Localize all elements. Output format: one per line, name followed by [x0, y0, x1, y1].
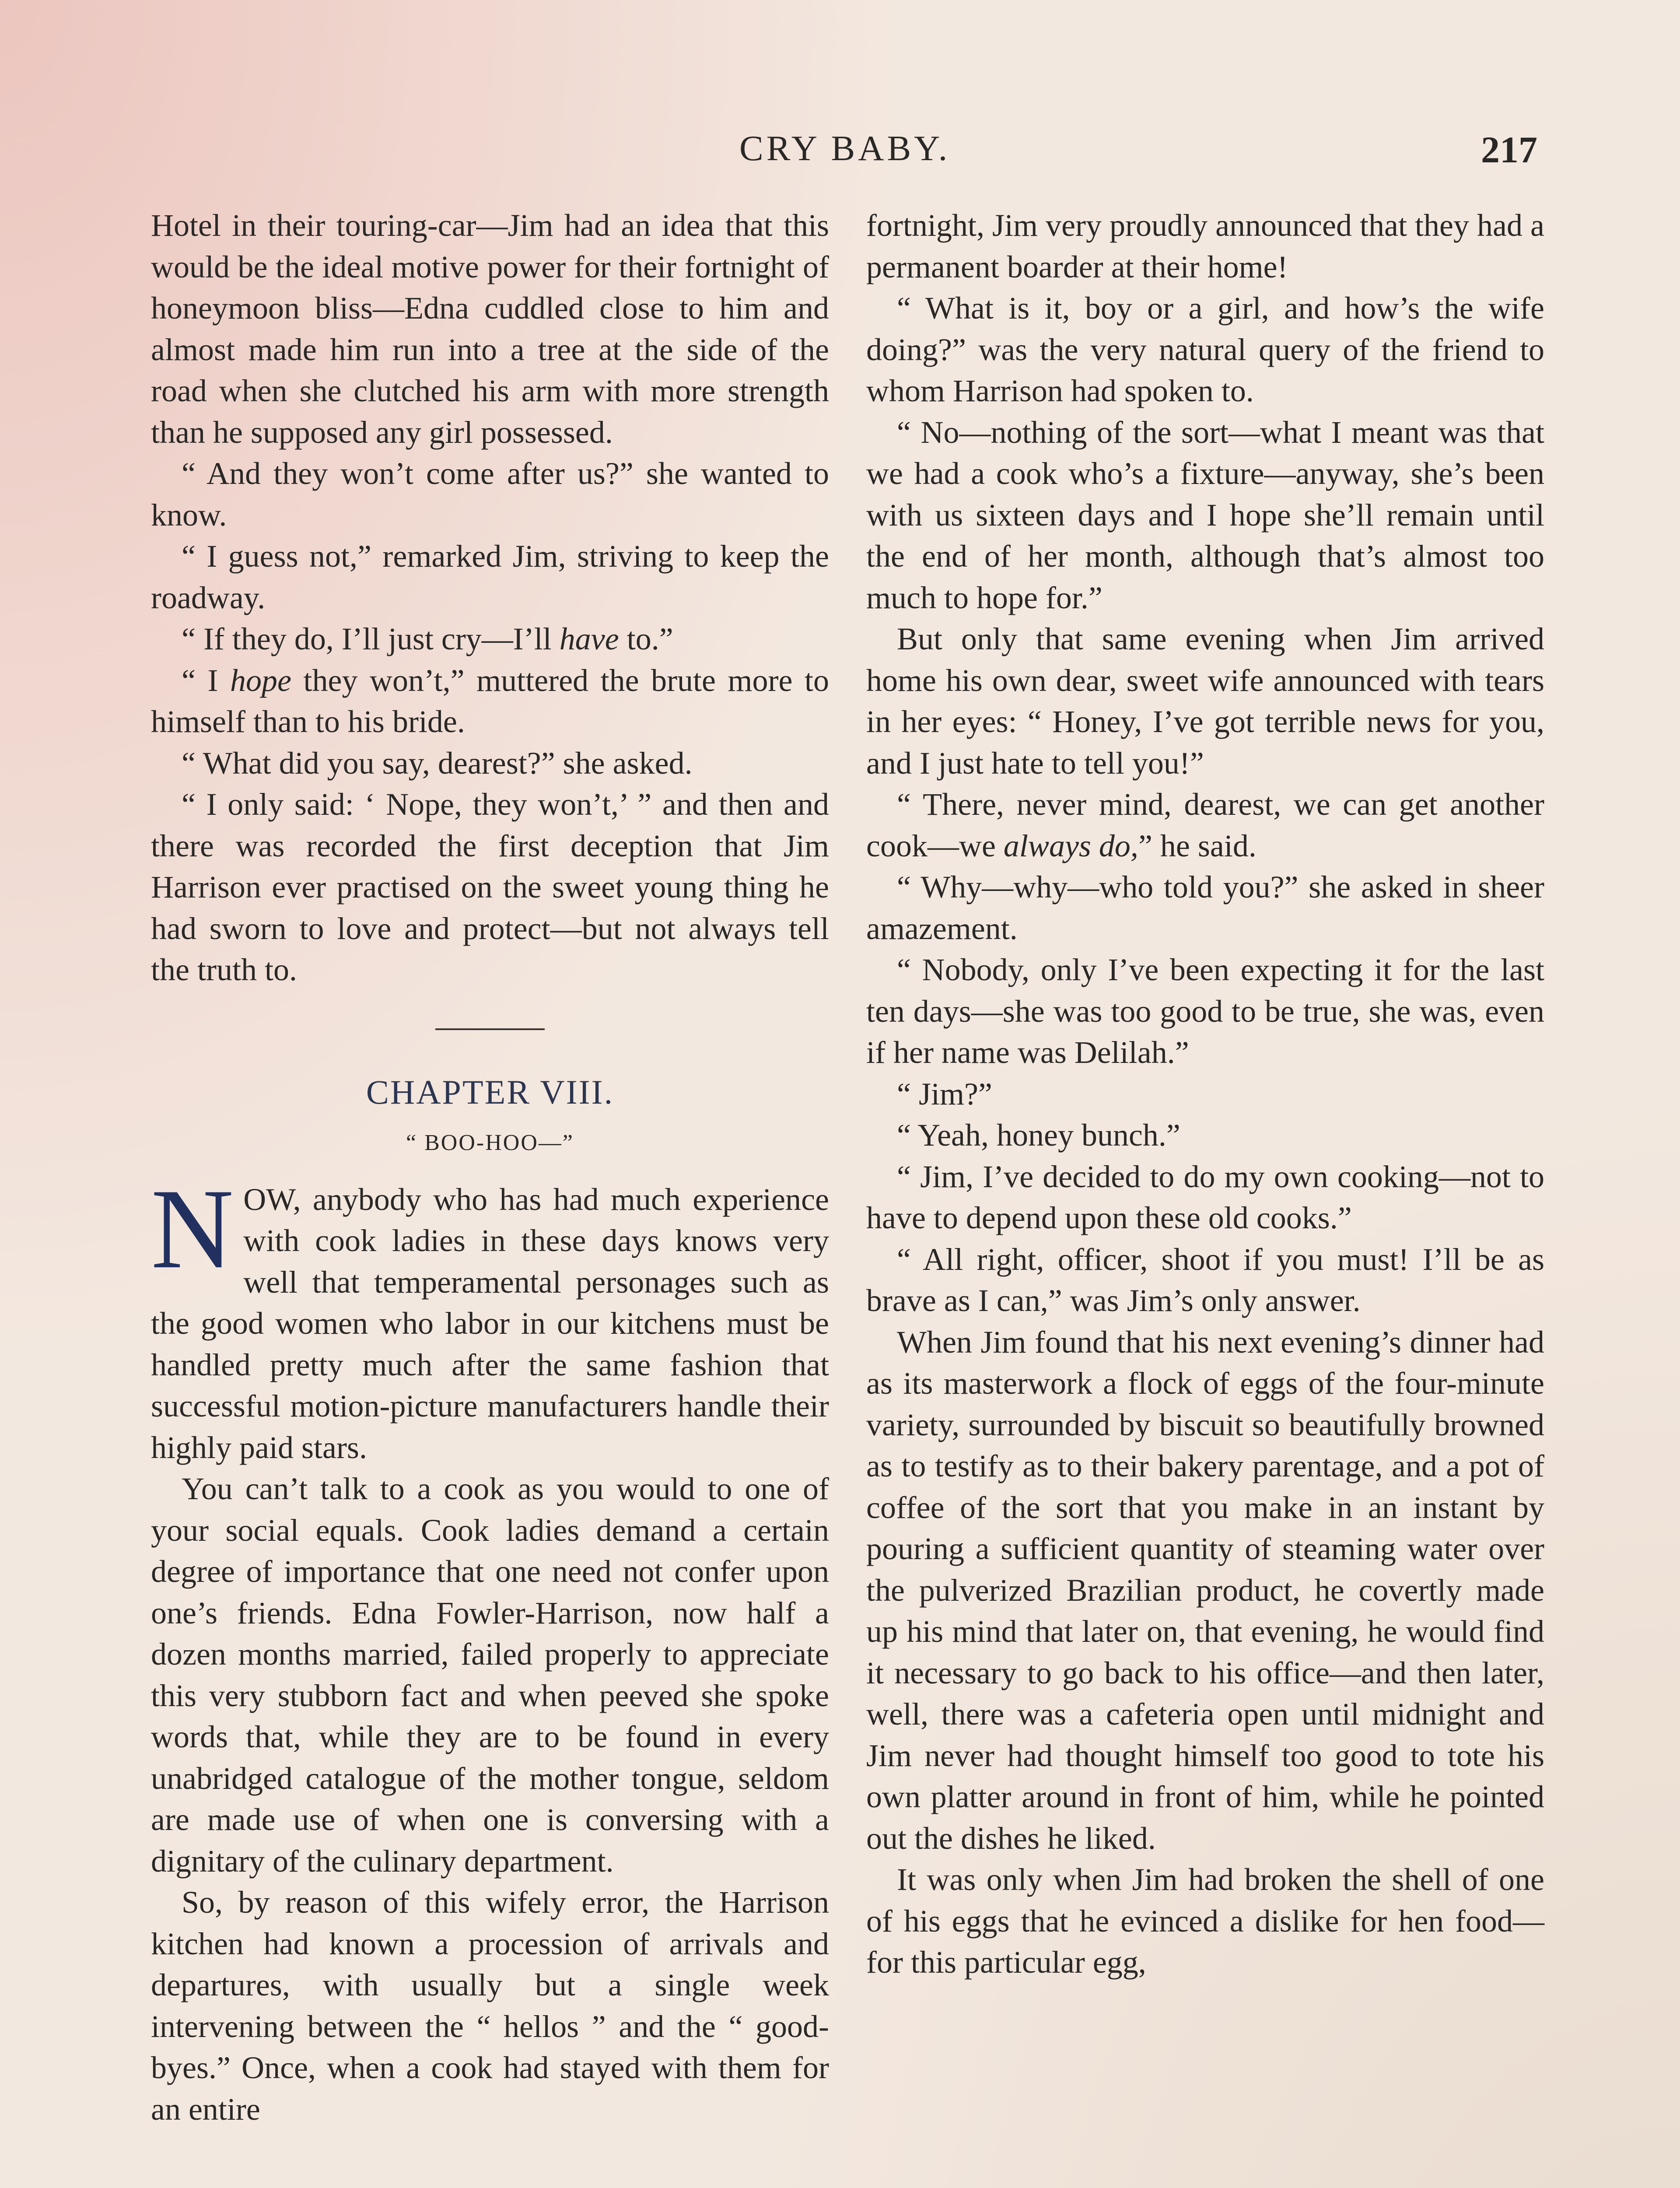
paragraph: “ What did you say, dearest?” she asked.: [182, 745, 693, 781]
paragraph: So, by reason of this wifely error, the Harrison kitchen had known a procession of arrivals and departures, with usually but a single week intervening between the “ hellos ” and the “ good-byes.” Once, when a cook had stayed with them for an entire: [151, 1885, 829, 2127]
paragraph: “ Jim, I’ve decided to do my own cooking—not to have to depend upon these old cooks.”: [866, 1159, 1544, 1235]
paragraph: When Jim found that his next evening’s dinner had as its masterwork a flock of eggs of the four-minute variety, surrounded by biscuit so beautifully browned as to testify as to their bakery parentage, and a pot of coffee of the sort that you make in an instant by pouring a sufficient quantity of steaming water over the pulverized Brazilian product, he covertly made up his mind that later on, that evening, he would find it necessary to go back to his office—and then later, well, there was a cafeteria open until midnight and Jim never had thought himself too good to tote his own platter around in front of him, while he pointed out the dishes he liked.: [866, 1324, 1544, 1856]
paragraph: “ I guess not,” remarked Jim, striving to keep the roadway.: [151, 539, 829, 615]
paragraph: “ Why—why—who told you?” she asked in sheer amazement.: [866, 870, 1544, 946]
section-divider: [435, 1028, 545, 1030]
paragraph: But only that same evening when Jim arrived home his own dear, sweet wife announced with tears in her eyes: “ Honey, I’ve got terrible news for you, and I just hate to tell you!”: [866, 621, 1544, 781]
page-number: 217: [1481, 129, 1537, 171]
paragraph: OW, anybody who has had much experience with cook ladies in these days knows very well that temperamental personages such as the good women who labor in our kitchens must be handled pretty much after the same fashion that successful motion-picture manufacturers handle their highly paid stars.: [151, 1182, 829, 1465]
paragraph: “ All right, officer, shoot if you must! I’ll be as brave as I can,” was Jim’s only answer.: [866, 1241, 1544, 1318]
paragraph: “ I only said: ‘ Nope, they won’t,’ ” and then and there was recorded the first deception that Jim Harrison ever practised on the sweet young thing he had sworn to love and protect—but not always tell the truth to.: [151, 787, 829, 987]
running-title: CRY BABY.: [739, 128, 951, 168]
paragraph: “ What is it, boy or a girl, and how’s the wife doing?” was the very natural query of the friend to whom Harrison had spoken to.: [866, 291, 1544, 408]
paragraph: “ And they won’t come after us?” she wanted to know.: [151, 456, 829, 533]
paragraph: “ Jim?”: [897, 1076, 992, 1112]
paragraph: “ Nobody, only I’ve been expecting it for the last ten days—she was too good to be true, she was, even if her name was Delilah.”: [866, 952, 1544, 1070]
chapter-subtitle: “ BOO-HOO—”: [406, 1130, 574, 1155]
paragraph: “ I hope they won’t,” muttered the brute more to himself than to his bride.: [151, 663, 829, 739]
paragraph: It was only when Jim had broken the shell of one of his eggs that he evinced a dislike for hen food—for this particular egg,: [866, 1862, 1544, 1980]
paragraph: “ No—nothing of the sort—what I meant was that we had a cook who’s a fixture—anyway, she’s been with us sixteen days and I hope she’ll remain until the end of her month, although that’s almost too much to hope for.”: [866, 414, 1544, 615]
chapter-heading: CHAPTER VIII.: [366, 1073, 614, 1111]
paragraph: “ If they do, I’ll just cry—I’ll have to.”: [182, 621, 673, 656]
emphasis: have: [559, 621, 619, 656]
emphasis: hope: [230, 663, 291, 698]
left-column: [151, 205, 829, 2130]
chapter-opening: [151, 1165, 829, 1469]
paragraph: fortnight, Jim very proudly announced that they had a permanent boarder at their home!: [866, 208, 1544, 284]
paragraph: “ There, never mind, dearest, we can get another cook—we always do,” he said.: [866, 787, 1544, 863]
drop-cap: N: [151, 1165, 234, 1292]
paragraph: Hotel in their touring-car—Jim had an idea that this would be the ideal motive power for their fortnight of honeymoon bliss—Edna cuddled close to him and almost made him run into a tree at the side of the road when she clutched his arm with more strength than he supposed any girl possessed.: [151, 208, 829, 450]
page-header: [0, 128, 1680, 176]
emphasis: always do,: [1003, 828, 1138, 863]
paragraph: “ Yeah, honey bunch.”: [897, 1118, 1180, 1153]
paragraph: You can’t talk to a cook as you would to one of your social equals. Cook ladies demand a certain degree of importance that one need not confer upon one’s friends. Edna Fowler-Harrison, now half a dozen months married, failed properly to appreciate this very stubborn fact and when peeved she spoke words that, while they are to be found in every unabridged catalogue of the mother tongue, seldom are made use of when one is conversing with a dignitary of the culinary department.: [151, 1471, 829, 1879]
right-column: [866, 205, 1544, 1983]
